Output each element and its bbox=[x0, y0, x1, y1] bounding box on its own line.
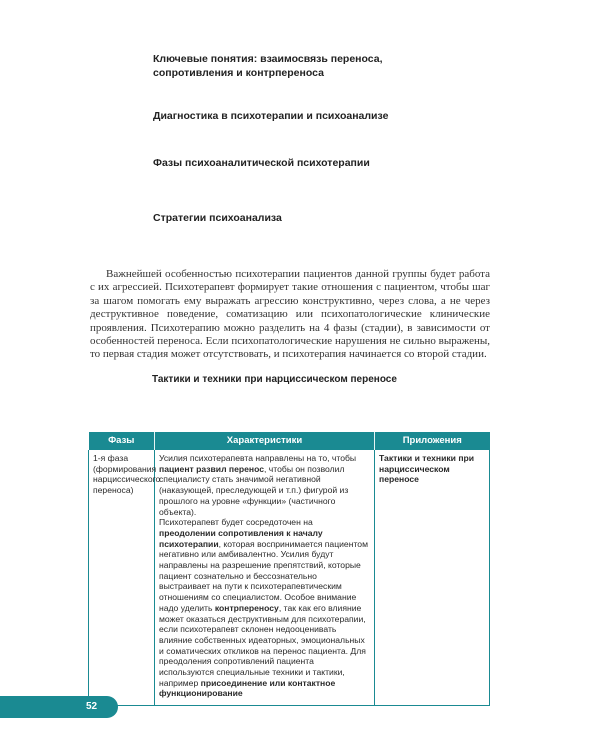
bold-term: контрпереносу bbox=[214, 602, 279, 613]
page-number: 52 bbox=[86, 701, 98, 712]
table-title: Тактики и техники при нарциссическом переносе bbox=[152, 374, 397, 385]
tactics-table bbox=[88, 432, 490, 706]
body-paragraph-text: Важнейшей особенностью психотерапии пациентов данной группы будет работа с их агрессией. Психотерапевт формирует такие отношения с пациентом, чтобы шаг за шагом помогать ему выражать агрессию конструктивно, через слова, а не через деструктивное поведение, соматизацию или психопатологические клинические проявления. Психотерапию можно разделить на 4 фазы (стадии), в зависимости от особенностей переноса. Если психопатологические нарушения не сильно выражены, то первая стадия может отсутствовать, и психотерапия начинается со второй стадии. bbox=[90, 268, 490, 361]
header-phases: Фазы bbox=[89, 432, 155, 450]
body-paragraph bbox=[90, 268, 490, 362]
bold-term: присоединение или контактное функционирование bbox=[159, 677, 336, 699]
bold-term: пациент развил перенос bbox=[159, 463, 265, 474]
characteristics-part-2 bbox=[159, 517, 370, 699]
cell-characteristics bbox=[155, 450, 375, 706]
characteristics-part-1 bbox=[159, 453, 370, 517]
bold-term: преодолении сопротивления к началу психотерапии bbox=[159, 527, 323, 549]
table-row bbox=[89, 450, 490, 706]
page-number-tab bbox=[0, 696, 118, 718]
text-span: , чтобы он позволил специалисту стать значимой негативной (наказующей, преследующей и т.п.) фигурой из прошлого на уровне «функции» (частичного объекта). bbox=[159, 463, 349, 517]
text-span: Психотерапевт будет сосредоточен на bbox=[159, 517, 313, 528]
heading-strategies: Стратегии психоанализа bbox=[153, 212, 282, 224]
heading-diagnostics: Диагностика в психотерапии и психоанализе bbox=[153, 110, 389, 122]
header-characteristics: Характеристики bbox=[155, 432, 375, 450]
text-span: Усилия психотерапевта направлены на то, чтобы bbox=[159, 453, 357, 463]
heading-key-concepts: Ключевые понятия: взаимосвязь переноса, сопротивления и контрпереноса bbox=[153, 53, 383, 79]
heading-phases: Фазы психоаналитической психотерапии bbox=[153, 157, 370, 169]
header-applications: Приложения bbox=[375, 432, 490, 450]
table-header-row bbox=[89, 432, 490, 450]
text-span: , так как его влияние может оказаться деструктивным для психотерапии, если психотерапевт склонен недооценивать влияние собственных идеаторных, эмоциональных и соматических откликов на перенос пациента. Для преодоления сопротивлений пациента используются специальные техники и тактики, например bbox=[159, 602, 366, 688]
text-span: , которая воспринимается пациентом негативно или амбивалентно. Усилия будут направлены на разрешение препятствий, которые пациент сознательно и бессознательно выстраивает на пути к психотерапевтическим отношениям со специалистом. Особое внимание надо уделить bbox=[159, 538, 368, 613]
cell-application: Тактики и техники при нарциссическом переносе bbox=[375, 450, 490, 706]
cell-phase: 1-я фаза (формирования нарциссического переноса) bbox=[89, 450, 155, 706]
